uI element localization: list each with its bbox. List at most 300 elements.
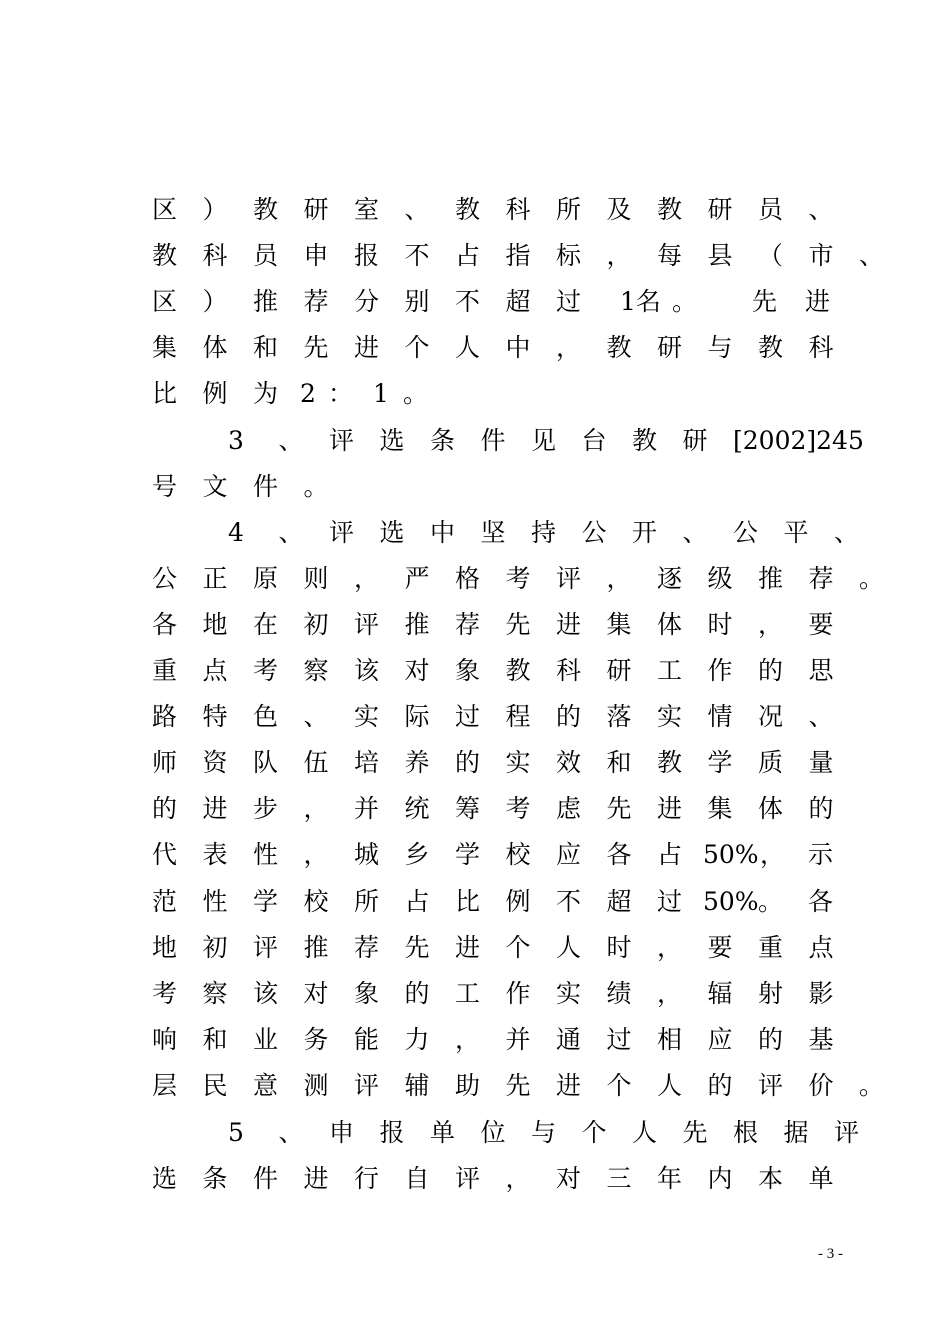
text-glyph: 进 bbox=[657, 794, 683, 823]
text-glyph: 荐 bbox=[808, 564, 834, 593]
text-line bbox=[0, 559, 950, 599]
text-glyph: 意 bbox=[253, 1071, 279, 1100]
text-glyph: 特 bbox=[202, 702, 228, 731]
text-glyph: 三 bbox=[606, 1164, 632, 1193]
text-glyph: 地 bbox=[152, 933, 178, 962]
text-glyph: 3 bbox=[228, 426, 244, 455]
text-glyph: 效 bbox=[556, 748, 582, 777]
text-glyph: 1 bbox=[373, 379, 389, 408]
text-glyph: [2002]245 bbox=[733, 426, 864, 455]
text-glyph: 文 bbox=[202, 472, 228, 501]
text-glyph: 落 bbox=[606, 702, 632, 731]
text-glyph: 对 bbox=[303, 979, 329, 1008]
text-glyph: 过 bbox=[606, 1025, 632, 1054]
text-line bbox=[0, 1020, 950, 1060]
text-glyph: 个 bbox=[581, 1118, 607, 1147]
text-glyph: 坚 bbox=[480, 518, 506, 547]
text-glyph: 进 bbox=[455, 933, 481, 962]
text-glyph: 例 bbox=[202, 379, 228, 408]
text-glyph: 占 bbox=[657, 840, 683, 869]
text-glyph: 人 bbox=[556, 933, 582, 962]
text-glyph: 学 bbox=[707, 748, 733, 777]
text-glyph: 筹 bbox=[455, 794, 481, 823]
text-glyph: 时 bbox=[606, 933, 632, 962]
text-glyph: 。 bbox=[758, 887, 784, 916]
text-glyph: 的 bbox=[758, 1025, 784, 1054]
text-glyph: 该 bbox=[253, 979, 279, 1008]
text-glyph: ） bbox=[202, 195, 228, 224]
text-glyph: 实 bbox=[354, 702, 380, 731]
text-glyph: 科 bbox=[808, 333, 834, 362]
text-glyph: 工 bbox=[455, 979, 481, 1008]
text-glyph: 评 bbox=[556, 564, 582, 593]
text-glyph: ） bbox=[202, 287, 228, 316]
text-glyph: 指 bbox=[505, 241, 531, 270]
text-glyph: 考 bbox=[253, 656, 279, 685]
text-glyph: 条 bbox=[430, 426, 456, 455]
text-glyph: 位 bbox=[480, 1118, 506, 1147]
text-glyph: ， bbox=[657, 979, 683, 1008]
text-glyph: 助 bbox=[455, 1071, 481, 1100]
text-glyph: 不 bbox=[404, 241, 430, 270]
text-glyph: 校 bbox=[505, 840, 531, 869]
text-glyph: 评 bbox=[354, 610, 380, 639]
text-glyph: 科 bbox=[202, 241, 228, 270]
text-glyph: 实 bbox=[556, 979, 582, 1008]
text-line bbox=[0, 236, 950, 276]
text-glyph: 评 bbox=[354, 1071, 380, 1100]
text-glyph: 先 bbox=[303, 333, 329, 362]
text-glyph: 教 bbox=[152, 241, 178, 270]
text-line bbox=[0, 835, 950, 875]
text-glyph: 报 bbox=[354, 241, 380, 270]
text-glyph: ， bbox=[657, 933, 683, 962]
text-glyph: 市 bbox=[808, 241, 834, 270]
text-line bbox=[0, 789, 950, 829]
text-glyph: 为 bbox=[253, 379, 279, 408]
text-glyph: 不 bbox=[556, 887, 582, 916]
page-number: - 3 - bbox=[818, 1246, 843, 1262]
text-glyph: 教 bbox=[657, 748, 683, 777]
text-glyph: 中 bbox=[505, 333, 531, 362]
text-glyph: 评 bbox=[758, 1071, 784, 1100]
text-glyph: 人 bbox=[657, 1071, 683, 1100]
text-glyph: 质 bbox=[758, 748, 784, 777]
text-glyph: 先 bbox=[404, 933, 430, 962]
text-glyph: 考 bbox=[505, 564, 531, 593]
text-glyph: 对 bbox=[404, 656, 430, 685]
text-glyph: 虑 bbox=[556, 794, 582, 823]
text-glyph: ， bbox=[455, 1025, 481, 1054]
text-glyph: 思 bbox=[808, 656, 834, 685]
text-glyph: 平 bbox=[783, 518, 809, 547]
text-glyph: 超 bbox=[505, 287, 531, 316]
text-glyph: 研 bbox=[707, 195, 733, 224]
text-glyph: 评 bbox=[455, 1164, 481, 1193]
text-glyph: 象 bbox=[354, 979, 380, 1008]
text-glyph: 射 bbox=[758, 979, 784, 1008]
text-glyph: 先 bbox=[682, 1118, 708, 1147]
text-glyph: 选 bbox=[379, 426, 405, 455]
text-glyph: 资 bbox=[202, 748, 228, 777]
text-glyph: 2 bbox=[300, 379, 316, 408]
text-glyph: 、 bbox=[278, 1118, 304, 1147]
text-glyph: 在 bbox=[253, 610, 279, 639]
text-glyph: 工 bbox=[657, 656, 683, 685]
text-glyph: 养 bbox=[404, 748, 430, 777]
text-glyph: 点 bbox=[202, 656, 228, 685]
text-glyph: ， bbox=[303, 794, 329, 823]
text-glyph: 报 bbox=[379, 1118, 405, 1147]
text-glyph: 个 bbox=[606, 1071, 632, 1100]
text-glyph: 比 bbox=[152, 379, 178, 408]
text-glyph: 、 bbox=[682, 518, 708, 547]
text-glyph: 科 bbox=[556, 656, 582, 685]
text-glyph: 单 bbox=[430, 1118, 456, 1147]
text-glyph: 员 bbox=[253, 241, 279, 270]
text-glyph: ， bbox=[758, 610, 784, 639]
text-glyph: 体 bbox=[657, 610, 683, 639]
text-glyph: 见 bbox=[531, 426, 557, 455]
text-glyph: 选 bbox=[152, 1164, 178, 1193]
text-glyph: 级 bbox=[707, 564, 733, 593]
text-glyph: 性 bbox=[253, 840, 279, 869]
text-glyph: 。 bbox=[403, 379, 429, 408]
text-glyph: 件 bbox=[253, 472, 279, 501]
text-glyph: 的 bbox=[404, 979, 430, 1008]
text-glyph: 行 bbox=[354, 1164, 380, 1193]
text-glyph: 所 bbox=[556, 195, 582, 224]
text-glyph: 实 bbox=[505, 748, 531, 777]
text-glyph: 与 bbox=[707, 333, 733, 362]
text-glyph: 能 bbox=[354, 1025, 380, 1054]
text-glyph: 持 bbox=[531, 518, 557, 547]
text-glyph: 各 bbox=[808, 887, 834, 916]
text-glyph: 要 bbox=[808, 610, 834, 639]
text-glyph: 性 bbox=[202, 887, 228, 916]
text-glyph: 际 bbox=[404, 702, 430, 731]
text-glyph: 先 bbox=[505, 610, 531, 639]
text-glyph: 步 bbox=[253, 794, 279, 823]
text-glyph: 荐 bbox=[455, 610, 481, 639]
text-glyph: 本 bbox=[758, 1164, 784, 1193]
text-glyph: 号 bbox=[152, 472, 178, 501]
text-glyph: ， bbox=[303, 840, 329, 869]
text-glyph: 业 bbox=[253, 1025, 279, 1054]
text-glyph: 个 bbox=[404, 333, 430, 362]
text-glyph: 的 bbox=[556, 702, 582, 731]
text-glyph: 4 bbox=[228, 518, 244, 547]
text-glyph: 集 bbox=[606, 610, 632, 639]
text-glyph: （ bbox=[758, 241, 784, 270]
text-glyph: 并 bbox=[354, 794, 380, 823]
text-glyph: 测 bbox=[303, 1071, 329, 1100]
text-glyph: 进 bbox=[556, 610, 582, 639]
text-glyph: 的 bbox=[455, 748, 481, 777]
text-glyph: 队 bbox=[253, 748, 279, 777]
text-glyph: 与 bbox=[531, 1118, 557, 1147]
text-glyph: 公 bbox=[581, 518, 607, 547]
text-glyph: 县 bbox=[707, 241, 733, 270]
text-glyph: 务 bbox=[303, 1025, 329, 1054]
text-glyph: 要 bbox=[707, 933, 733, 962]
text-glyph: 范 bbox=[152, 887, 178, 916]
text-glyph: 件 bbox=[253, 1164, 279, 1193]
text-glyph: 进 bbox=[805, 287, 831, 316]
text-glyph: 察 bbox=[303, 656, 329, 685]
text-glyph: 台 bbox=[581, 426, 607, 455]
text-glyph: 基 bbox=[808, 1025, 834, 1054]
text-glyph: 推 bbox=[404, 610, 430, 639]
text-glyph: 不 bbox=[455, 287, 481, 316]
text-glyph: 个 bbox=[505, 933, 531, 962]
text-line bbox=[0, 974, 950, 1014]
text-glyph: 、 bbox=[278, 518, 304, 547]
text-glyph: 占 bbox=[455, 241, 481, 270]
text-glyph: 件 bbox=[480, 426, 506, 455]
text-line bbox=[0, 1113, 950, 1153]
text-glyph: 民 bbox=[202, 1071, 228, 1100]
text-glyph: 推 bbox=[253, 287, 279, 316]
text-glyph: 教 bbox=[632, 426, 658, 455]
text-glyph: 申 bbox=[329, 1118, 355, 1147]
text-glyph: 内 bbox=[707, 1164, 733, 1193]
text-glyph: 量 bbox=[808, 748, 834, 777]
text-glyph: 层 bbox=[152, 1071, 178, 1100]
text-glyph: 教 bbox=[455, 195, 481, 224]
text-glyph: 和 bbox=[606, 748, 632, 777]
text-glyph: 和 bbox=[253, 333, 279, 362]
text-glyph: 逐 bbox=[657, 564, 683, 593]
text-glyph: 色 bbox=[253, 702, 279, 731]
text-glyph: 评 bbox=[329, 518, 355, 547]
text-glyph: 作 bbox=[707, 656, 733, 685]
text-glyph: 响 bbox=[152, 1025, 178, 1054]
text-glyph: ， bbox=[556, 333, 582, 362]
text-glyph: 比 bbox=[455, 887, 481, 916]
text-line bbox=[0, 467, 950, 507]
text-glyph: 评 bbox=[834, 1118, 860, 1147]
text-glyph: 占 bbox=[404, 887, 430, 916]
text-glyph: 点 bbox=[808, 933, 834, 962]
text-glyph: 、 bbox=[834, 518, 860, 547]
text-glyph: 考 bbox=[505, 794, 531, 823]
text-line bbox=[0, 421, 950, 461]
text-glyph: 正 bbox=[202, 564, 228, 593]
text-glyph: 各 bbox=[606, 840, 632, 869]
text-line bbox=[0, 928, 950, 968]
text-glyph: 荐 bbox=[303, 287, 329, 316]
text-glyph: 辐 bbox=[707, 979, 733, 1008]
text-glyph: 研 bbox=[657, 333, 683, 362]
text-glyph: 根 bbox=[733, 1118, 759, 1147]
text-glyph: 代 bbox=[152, 840, 178, 869]
text-glyph: 应 bbox=[707, 1025, 733, 1054]
text-glyph: 先 bbox=[752, 287, 778, 316]
text-glyph: 严 bbox=[404, 564, 430, 593]
text-glyph: 集 bbox=[707, 794, 733, 823]
text-glyph: 培 bbox=[354, 748, 380, 777]
text-glyph: 研 bbox=[303, 195, 329, 224]
text-glyph: 人 bbox=[455, 333, 481, 362]
text-glyph: ： bbox=[328, 379, 354, 408]
text-glyph: 开 bbox=[632, 518, 658, 547]
text-glyph: 过 bbox=[455, 702, 481, 731]
text-glyph: 初 bbox=[202, 933, 228, 962]
text-glyph: 分 bbox=[354, 287, 380, 316]
text-glyph: 辅 bbox=[404, 1071, 430, 1100]
text-glyph: 选 bbox=[379, 518, 405, 547]
text-glyph: 体 bbox=[202, 333, 228, 362]
text-line bbox=[0, 697, 950, 737]
text-glyph: 据 bbox=[783, 1118, 809, 1147]
text-glyph: 单 bbox=[808, 1164, 834, 1193]
text-glyph: 。 bbox=[859, 564, 885, 593]
text-glyph: 教 bbox=[253, 195, 279, 224]
text-glyph: 员 bbox=[758, 195, 784, 224]
text-glyph: 50% bbox=[703, 840, 759, 869]
text-glyph: 研 bbox=[606, 656, 632, 685]
text-glyph: 公 bbox=[733, 518, 759, 547]
text-glyph: 并 bbox=[505, 1025, 531, 1054]
text-line bbox=[0, 651, 950, 691]
text-glyph: 原 bbox=[253, 564, 279, 593]
text-glyph: 所 bbox=[354, 887, 380, 916]
text-glyph: 中 bbox=[430, 518, 456, 547]
text-glyph: 情 bbox=[707, 702, 733, 731]
text-glyph: 格 bbox=[455, 564, 481, 593]
text-line bbox=[0, 328, 950, 368]
text-glyph: 条 bbox=[202, 1164, 228, 1193]
text-glyph: 先 bbox=[606, 794, 632, 823]
text-glyph: 初 bbox=[303, 610, 329, 639]
text-glyph: 、 bbox=[404, 195, 430, 224]
text-glyph: 评 bbox=[253, 933, 279, 962]
text-glyph: 则 bbox=[303, 564, 329, 593]
text-glyph: 察 bbox=[202, 979, 228, 1008]
text-glyph: ， bbox=[606, 241, 632, 270]
text-glyph: 标 bbox=[556, 241, 582, 270]
text-line bbox=[0, 605, 950, 645]
text-glyph: 荐 bbox=[354, 933, 380, 962]
text-glyph: 、 bbox=[859, 241, 885, 270]
text-glyph: 学 bbox=[253, 887, 279, 916]
text-glyph: 力 bbox=[404, 1025, 430, 1054]
text-glyph: 集 bbox=[152, 333, 178, 362]
text-glyph: 进 bbox=[303, 1164, 329, 1193]
text-glyph: 城 bbox=[354, 840, 380, 869]
text-glyph: 伍 bbox=[303, 748, 329, 777]
text-glyph: 表 bbox=[202, 840, 228, 869]
text-glyph: 程 bbox=[505, 702, 531, 731]
text-glyph: 公 bbox=[152, 564, 178, 593]
text-glyph: 1名 bbox=[620, 287, 661, 316]
text-glyph: 先 bbox=[505, 1071, 531, 1100]
text-glyph: 象 bbox=[455, 656, 481, 685]
text-glyph: 过 bbox=[556, 287, 582, 316]
text-glyph: 教 bbox=[505, 656, 531, 685]
text-glyph: 例 bbox=[505, 887, 531, 916]
text-glyph: 的 bbox=[808, 794, 834, 823]
text-glyph: 推 bbox=[303, 933, 329, 962]
text-glyph: 重 bbox=[758, 933, 784, 962]
text-glyph: 人 bbox=[632, 1118, 658, 1147]
text-glyph: 每 bbox=[657, 241, 683, 270]
text-glyph: 进 bbox=[202, 794, 228, 823]
text-glyph: 教 bbox=[606, 333, 632, 362]
text-glyph: 各 bbox=[152, 610, 178, 639]
text-glyph: 重 bbox=[152, 656, 178, 685]
text-line bbox=[0, 513, 950, 553]
text-glyph: 乡 bbox=[404, 840, 430, 869]
text-glyph: 学 bbox=[455, 840, 481, 869]
text-glyph: ， bbox=[606, 564, 632, 593]
text-glyph: 、 bbox=[808, 195, 834, 224]
text-glyph: 考 bbox=[152, 979, 178, 1008]
text-line bbox=[0, 190, 950, 230]
text-glyph: 统 bbox=[404, 794, 430, 823]
text-glyph: 该 bbox=[354, 656, 380, 685]
text-line bbox=[0, 374, 950, 414]
text-glyph: 别 bbox=[404, 287, 430, 316]
text-glyph: 、 bbox=[303, 702, 329, 731]
text-glyph: 相 bbox=[657, 1025, 683, 1054]
text-glyph: 。 bbox=[672, 287, 698, 316]
text-glyph: ， bbox=[505, 1164, 531, 1193]
text-glyph: 教 bbox=[657, 195, 683, 224]
text-glyph: 5 bbox=[228, 1118, 244, 1147]
text-glyph: 超 bbox=[606, 887, 632, 916]
text-line bbox=[0, 882, 950, 922]
text-glyph: 对 bbox=[556, 1164, 582, 1193]
text-glyph: 及 bbox=[606, 195, 632, 224]
text-glyph: 年 bbox=[657, 1164, 683, 1193]
text-glyph: 。 bbox=[859, 1071, 885, 1100]
text-glyph: 价 bbox=[808, 1071, 834, 1100]
text-glyph: 体 bbox=[758, 794, 784, 823]
text-glyph: 、 bbox=[808, 702, 834, 731]
text-line bbox=[0, 1159, 950, 1199]
text-glyph: 绩 bbox=[606, 979, 632, 1008]
text-glyph: 评 bbox=[329, 426, 355, 455]
text-glyph: 自 bbox=[404, 1164, 430, 1193]
text-line bbox=[0, 282, 950, 322]
text-glyph: 通 bbox=[556, 1025, 582, 1054]
text-glyph: 影 bbox=[808, 979, 834, 1008]
text-glyph: 科 bbox=[505, 195, 531, 224]
text-glyph: 区 bbox=[152, 287, 178, 316]
text-glyph: ， bbox=[354, 564, 380, 593]
text-glyph: 过 bbox=[657, 887, 683, 916]
text-glyph: 推 bbox=[758, 564, 784, 593]
text-glyph: 的 bbox=[758, 656, 784, 685]
text-line bbox=[0, 743, 950, 783]
text-glyph: 况 bbox=[758, 702, 784, 731]
text-glyph: 示 bbox=[808, 840, 834, 869]
text-glyph: 应 bbox=[556, 840, 582, 869]
text-glyph: 师 bbox=[152, 748, 178, 777]
text-glyph: 进 bbox=[556, 1071, 582, 1100]
text-glyph: 作 bbox=[505, 979, 531, 1008]
text-glyph: ， bbox=[760, 840, 786, 869]
text-glyph: 研 bbox=[682, 426, 708, 455]
text-glyph: 50% bbox=[703, 887, 759, 916]
text-glyph: 、 bbox=[278, 426, 304, 455]
text-glyph: 的 bbox=[707, 1071, 733, 1100]
text-glyph: 实 bbox=[657, 702, 683, 731]
text-glyph: 进 bbox=[354, 333, 380, 362]
text-line bbox=[0, 1066, 950, 1106]
